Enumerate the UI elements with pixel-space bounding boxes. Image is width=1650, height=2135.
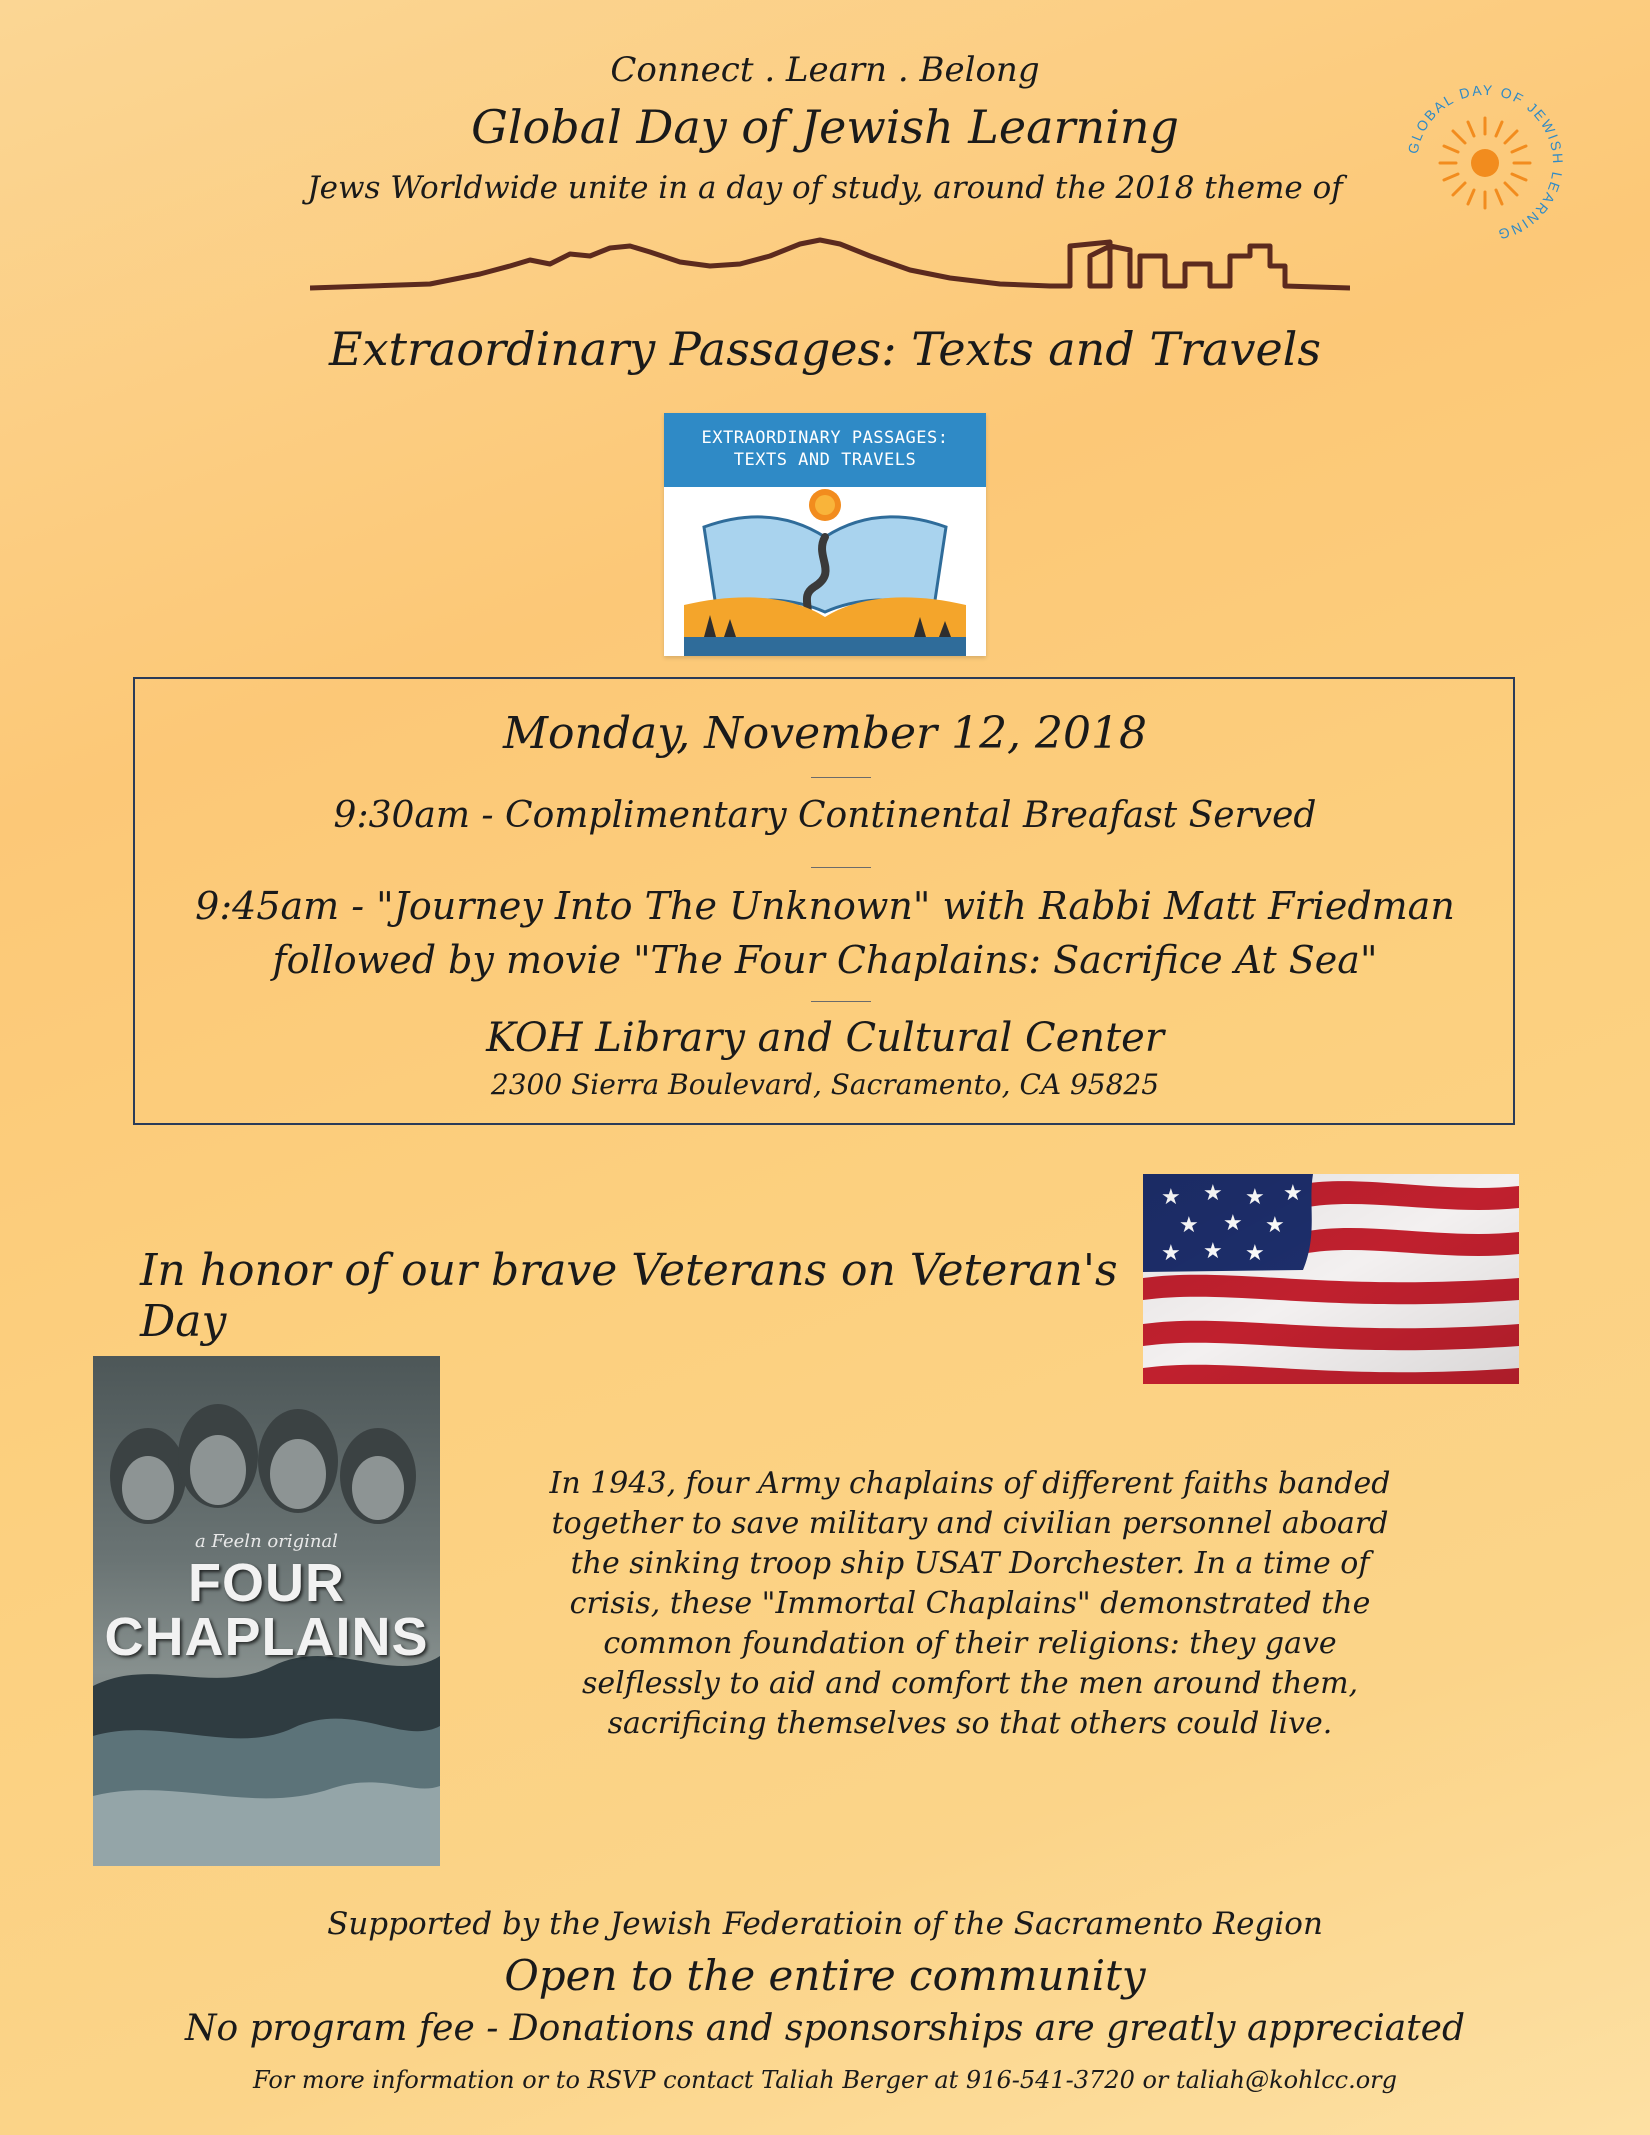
event-talk: 9:45am - "Journey Into The Unknown" with Rabbi Matt Friedman: [195, 884, 1455, 928]
event-movie: followed by movie "The Four Chaplains: Sacrifice At Sea": [272, 938, 1378, 982]
footer-contact: For more information or to RSVP contact Taliah Berger at 916-541-3720 or taliah@kohlcc.org: [252, 2066, 1398, 2094]
divider: [811, 867, 871, 868]
four-chaplains-poster: [93, 1356, 440, 1866]
theme-card-image: [664, 413, 986, 656]
footer-fee: No program fee - Donations and sponsorships are greatly appreciated: [184, 2008, 1465, 2049]
global-day-logo: [1398, 76, 1572, 250]
svg-text:★: ★: [1161, 1241, 1181, 1266]
footer-support: Supported by the Jewish Federatioin of the Sacramento Region: [327, 1906, 1323, 1942]
poster-title-line-1: FOUR: [188, 1553, 345, 1613]
event-address: 2300 Sierra Boulevard, Sacramento, CA 95825: [490, 1068, 1160, 1101]
theme-card-line-2: TEXTS AND TRAVELS: [733, 450, 917, 470]
header-tagline: Connect . Learn . Belong: [610, 50, 1040, 90]
american-flag-image: [1143, 1174, 1519, 1384]
event-breakfast: 9:30am - Complimentary Continental Breafast Served: [333, 795, 1317, 836]
header-subtitle: Jews Worldwide unite in a day of study, around the 2018 theme of: [307, 170, 1343, 206]
theme-card-caption: [664, 427, 986, 471]
header-title: Global Day of Jewish Learning: [471, 100, 1179, 154]
theme-title: Extraordinary Passages: Texts and Travels: [329, 322, 1321, 376]
theme-card-line-1: EXTRAORDINARY PASSAGES:: [701, 428, 949, 448]
event-venue: KOH Library and Cultural Center: [486, 1015, 1164, 1061]
skyline-divider: [310, 226, 1350, 296]
svg-text:★: ★: [1203, 1239, 1223, 1264]
svg-text:★: ★: [1245, 1185, 1265, 1210]
divider: [811, 777, 871, 778]
svg-text:★: ★: [1283, 1181, 1303, 1206]
footer-open: Open to the entire community: [504, 1951, 1146, 2000]
event-date: Monday, November 12, 2018: [502, 708, 1148, 759]
poster-title: [93, 1553, 440, 1667]
svg-text:★: ★: [1203, 1181, 1223, 1206]
poster-title-line-2: CHAPLAINS: [104, 1607, 429, 1667]
divider: [811, 1001, 871, 1002]
svg-text:★: ★: [1265, 1213, 1285, 1238]
open-book-icon: [664, 487, 986, 656]
logo-text: GLOBAL DAY OF JEWISH LEARNING: [1404, 81, 1567, 244]
svg-text:★: ★: [1179, 1213, 1199, 1238]
svg-text:★: ★: [1223, 1211, 1243, 1236]
veterans-honor-text: In honor of our brave Veterans on Veteran's Day: [140, 1245, 1118, 1347]
sun-icon: [1440, 118, 1530, 208]
svg-text:★: ★: [1161, 1185, 1181, 1210]
chaplains-story-text: In 1943, four Army chaplains of different faiths banded together to save military and civilian personnel aboard the sinking troop ship USAT Dorchester. In a time of crisis, these "Immortal Chaplains" demonstrated the common foundation of their religions: they gave selflessly to aid and comfort the men around them, sacrificing themselves so that others could live.: [549, 1466, 1391, 1741]
svg-text:★: ★: [1245, 1241, 1265, 1266]
poster-feeln-label: a Feeln original: [195, 1531, 338, 1552]
